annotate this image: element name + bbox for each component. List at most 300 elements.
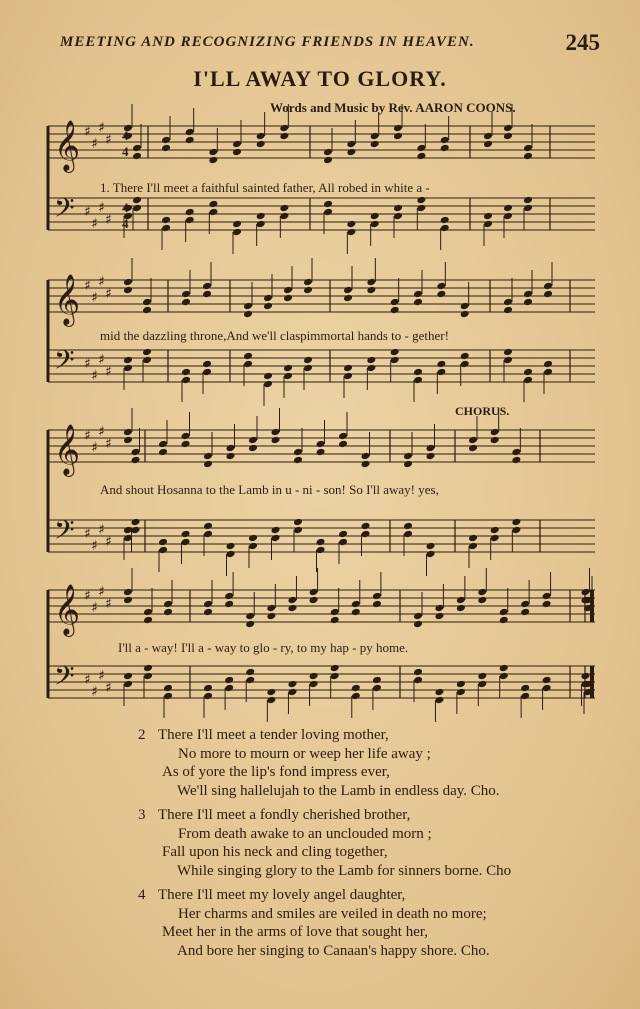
verse-line: Fall upon his neck and cling together,	[162, 844, 388, 860]
note-head	[263, 380, 273, 389]
note-head	[426, 444, 436, 453]
note-head	[163, 692, 173, 701]
note-head	[158, 440, 168, 449]
note-head	[287, 688, 297, 697]
note-head	[490, 436, 500, 445]
note-head	[542, 676, 552, 685]
note-head	[208, 200, 218, 209]
sharp-icon: ♯	[98, 424, 105, 440]
note-head	[181, 538, 191, 547]
note-head	[143, 664, 153, 673]
note-head	[523, 290, 533, 299]
note-head	[511, 448, 521, 457]
note-head	[460, 302, 470, 311]
note-head	[248, 534, 258, 543]
lyric-line-2: mid the dazzling throne,And we'll claspimmortal hands to - gether!	[100, 328, 449, 343]
note-head	[338, 538, 348, 547]
verse-line: We'll sing hallelujah to the Lamb in endless day. Cho.	[177, 782, 500, 799]
note-head	[203, 692, 213, 701]
note-head	[330, 664, 340, 673]
note-head	[499, 672, 509, 681]
note-head	[523, 368, 533, 377]
sharp-icon: ♯	[98, 668, 105, 684]
note-head	[542, 684, 552, 693]
note-head	[346, 140, 356, 149]
note-head	[468, 534, 478, 543]
note-head	[413, 620, 423, 629]
verse-line: As of yore the lip's fond impress ever,	[162, 764, 390, 780]
note-head	[343, 286, 353, 295]
note-head	[366, 356, 376, 365]
note-head	[393, 204, 403, 213]
note-head	[123, 588, 133, 597]
treble-clef-icon: 𝄞	[54, 274, 81, 325]
note-head	[477, 588, 487, 597]
note-head	[131, 518, 141, 527]
note-head	[436, 360, 446, 369]
note-head	[263, 372, 273, 381]
sharp-icon: ♯	[98, 120, 105, 136]
additional-verses	[140, 726, 610, 966]
note-head	[226, 452, 236, 461]
note-head	[483, 212, 493, 221]
note-head	[520, 684, 530, 693]
note-head	[460, 360, 470, 369]
note-head	[483, 140, 493, 149]
note-head	[416, 204, 426, 213]
note-head	[143, 616, 153, 625]
note-head	[142, 306, 152, 315]
note-head	[351, 608, 361, 617]
note-head	[279, 124, 289, 133]
note-head	[303, 356, 313, 365]
note-head	[503, 212, 513, 221]
bass-clef-icon: 𝄢	[54, 344, 75, 382]
sharp-icon: ♯	[98, 274, 105, 290]
note-head	[343, 364, 353, 373]
note-head	[499, 616, 509, 625]
note-head	[520, 608, 530, 617]
note-head	[181, 376, 191, 385]
note-head	[123, 680, 133, 689]
sharp-icon: ♯	[91, 684, 98, 700]
note-head	[266, 612, 276, 621]
note-head	[372, 684, 382, 693]
note-head	[370, 132, 380, 141]
note-head	[413, 290, 423, 299]
note-head	[316, 538, 326, 547]
note-head	[224, 592, 234, 601]
lyric-line-3: And shout Hosanna to the Lamb in u - ni - son! So I'll away! yes,	[100, 482, 439, 497]
note-head	[203, 522, 213, 531]
note-head	[543, 360, 553, 369]
note-head	[416, 144, 426, 153]
stanza-number: 2	[138, 727, 146, 743]
note-head	[511, 518, 521, 527]
note-head	[185, 136, 195, 145]
note-head	[271, 534, 281, 543]
note-head	[323, 200, 333, 209]
sharp-icon: ♯	[84, 672, 91, 688]
note-head	[323, 156, 333, 165]
note-head	[372, 600, 382, 609]
note-head	[163, 684, 173, 693]
note-head	[460, 352, 470, 361]
sharp-icon: ♯	[84, 124, 91, 140]
note-head	[477, 596, 487, 605]
note-head	[523, 196, 533, 205]
verse-line: There I'll meet a tender loving mother,	[158, 727, 389, 743]
note-head	[426, 542, 436, 551]
note-head	[142, 356, 152, 365]
note-head	[330, 616, 340, 625]
note-head	[346, 148, 356, 157]
note-head	[181, 368, 191, 377]
note-head	[303, 278, 313, 287]
note-head	[131, 526, 141, 535]
note-head	[483, 220, 493, 229]
note-head	[440, 216, 450, 225]
sharp-icon: ♯	[105, 596, 112, 612]
note-head	[161, 144, 171, 153]
note-head	[266, 696, 276, 705]
note-head	[523, 298, 533, 307]
note-head	[202, 368, 212, 377]
treble-clef-icon: 𝄞	[54, 120, 81, 171]
note-head	[413, 298, 423, 307]
note-head	[468, 436, 478, 445]
note-head	[248, 436, 258, 445]
note-head	[232, 148, 242, 157]
note-head	[511, 526, 521, 535]
note-head	[372, 676, 382, 685]
note-head	[202, 290, 212, 299]
note-head	[436, 290, 446, 299]
note-head	[271, 428, 281, 437]
note-head	[142, 298, 152, 307]
note-head	[366, 286, 376, 295]
note-head	[303, 364, 313, 373]
note-head	[208, 156, 218, 165]
note-head	[203, 684, 213, 693]
note-head	[330, 672, 340, 681]
note-head	[436, 282, 446, 291]
note-head	[403, 452, 413, 461]
note-head	[123, 364, 133, 373]
note-head	[245, 612, 255, 621]
note-head	[266, 604, 276, 613]
note-head	[523, 152, 533, 161]
time-signature: 4	[122, 216, 129, 231]
note-head	[256, 140, 266, 149]
note-head	[543, 290, 553, 299]
note-head	[142, 348, 152, 357]
note-head	[390, 348, 400, 357]
sharp-icon: ♯	[84, 204, 91, 220]
note-head	[266, 688, 276, 697]
sharp-icon: ♯	[91, 136, 98, 152]
note-head	[181, 530, 191, 539]
verse-line: Meet her in the arms of love that sought her,	[162, 924, 428, 940]
note-head	[503, 348, 513, 357]
note-head	[226, 550, 236, 559]
note-head	[351, 692, 361, 701]
note-head	[543, 368, 553, 377]
note-head	[309, 588, 319, 597]
note-head	[143, 672, 153, 681]
verse-line: No more to mourn or weep her life away ;	[178, 745, 431, 762]
note-head	[390, 298, 400, 307]
note-head	[460, 310, 470, 319]
sharp-icon: ♯	[84, 526, 91, 542]
note-head	[309, 596, 319, 605]
note-head	[503, 132, 513, 141]
note-head	[343, 294, 353, 303]
note-head	[232, 220, 242, 229]
note-head	[256, 220, 266, 229]
note-head	[499, 608, 509, 617]
sharp-icon: ♯	[91, 290, 98, 306]
note-head	[224, 684, 234, 693]
note-head	[123, 672, 133, 681]
note-head	[393, 212, 403, 221]
page-number: 245	[565, 30, 600, 55]
note-head	[511, 456, 521, 465]
note-head	[293, 456, 303, 465]
bass-clef-icon: 𝄢	[54, 660, 75, 698]
note-head	[202, 360, 212, 369]
note-head	[158, 448, 168, 457]
note-head	[224, 676, 234, 685]
note-head	[366, 364, 376, 373]
note-head	[245, 676, 255, 685]
note-head	[203, 460, 213, 469]
note-head	[185, 216, 195, 225]
note-head	[163, 608, 173, 617]
note-head	[361, 522, 371, 531]
note-head	[413, 668, 423, 677]
note-head	[131, 456, 141, 465]
note-head	[309, 672, 319, 681]
note-head	[543, 282, 553, 291]
bass-clef-icon: 𝄢	[54, 192, 75, 230]
note-head	[123, 278, 133, 287]
sharp-icon: ♯	[105, 212, 112, 228]
time-signature: 4	[122, 200, 129, 215]
note-head	[490, 428, 500, 437]
note-head	[403, 530, 413, 539]
song-title: I'LL AWAY TO GLORY.	[193, 66, 447, 91]
note-head	[330, 608, 340, 617]
sharp-icon: ♯	[98, 352, 105, 368]
note-head	[123, 596, 133, 605]
note-head	[123, 436, 133, 445]
note-head	[158, 546, 168, 555]
note-head	[503, 298, 513, 307]
note-head	[243, 352, 253, 361]
note-head	[413, 676, 423, 685]
treble-clef-icon: 𝄞	[54, 584, 81, 635]
verse-line: From death awake to an unclouded morn ;	[178, 825, 432, 842]
note-head	[416, 196, 426, 205]
sharp-icon: ♯	[91, 440, 98, 456]
note-head	[323, 208, 333, 217]
note-head	[203, 530, 213, 539]
note-head	[279, 132, 289, 141]
page-header	[60, 32, 600, 58]
note-head	[426, 550, 436, 559]
note-head	[483, 132, 493, 141]
sharp-icon: ♯	[98, 522, 105, 538]
verse-line: There I'll meet a fondly cherished brother,	[158, 807, 411, 823]
note-head	[287, 680, 297, 689]
note-head	[279, 204, 289, 213]
note-head	[366, 278, 376, 287]
sharp-icon: ♯	[105, 680, 112, 696]
note-head	[243, 302, 253, 311]
note-head	[208, 148, 218, 157]
bass-clef-icon: 𝄢	[54, 514, 75, 552]
note-head	[416, 152, 426, 161]
note-head	[283, 372, 293, 381]
note-head	[440, 136, 450, 145]
sharp-icon: ♯	[105, 286, 112, 302]
note-head	[413, 368, 423, 377]
note-head	[323, 148, 333, 157]
note-head	[163, 600, 173, 609]
note-head	[440, 144, 450, 153]
sharp-icon: ♯	[84, 356, 91, 372]
note-head	[263, 302, 273, 311]
verse-line: Her charms and smiles are veiled in death no more;	[178, 905, 487, 922]
note-head	[132, 204, 142, 213]
note-head	[361, 460, 371, 469]
note-head	[523, 376, 533, 385]
sharp-icon: ♯	[91, 600, 98, 616]
note-head	[456, 604, 466, 613]
note-head	[346, 228, 356, 237]
stanza-number: 4	[138, 887, 146, 903]
note-head	[468, 542, 478, 551]
sharp-icon: ♯	[105, 436, 112, 452]
note-head	[293, 518, 303, 527]
note-head	[245, 620, 255, 629]
sharp-icon: ♯	[105, 132, 112, 148]
note-head	[203, 452, 213, 461]
note-head	[185, 128, 195, 137]
note-head	[403, 522, 413, 531]
note-head	[523, 204, 533, 213]
note-head	[338, 440, 348, 449]
note-head	[490, 534, 500, 543]
note-head	[287, 596, 297, 605]
lyric-line-4: I'll a - way! I'll a - way to glo - ry, to my hap - py home.	[118, 640, 409, 655]
note-head	[468, 444, 478, 453]
note-head	[456, 680, 466, 689]
note-head	[226, 444, 236, 453]
time-signature: 4	[122, 144, 129, 159]
note-head	[393, 124, 403, 133]
note-head	[372, 592, 382, 601]
note-head	[393, 132, 403, 141]
note-head	[203, 608, 213, 617]
note-head	[181, 440, 191, 449]
note-head	[202, 282, 212, 291]
note-head	[224, 600, 234, 609]
note-head	[351, 684, 361, 693]
note-head	[181, 290, 191, 299]
note-head	[413, 376, 423, 385]
note-head	[203, 600, 213, 609]
note-head	[520, 600, 530, 609]
note-head	[343, 372, 353, 381]
note-head	[309, 680, 319, 689]
note-head	[390, 356, 400, 365]
verse-line: While singing glory to the Lamb for sinners borne. Cho	[177, 862, 512, 879]
note-head	[161, 224, 171, 233]
note-head	[226, 542, 236, 551]
sharp-icon: ♯	[84, 588, 91, 604]
sharp-icon: ♯	[91, 538, 98, 554]
note-head	[346, 220, 356, 229]
note-head	[477, 680, 487, 689]
stanza-number: 3	[138, 807, 146, 823]
note-head	[248, 444, 258, 453]
note-head	[232, 228, 242, 237]
running-title: MEETING AND RECOGNIZING FRIENDS IN HEAVEN.	[60, 34, 475, 50]
note-head	[370, 212, 380, 221]
note-head	[490, 526, 500, 535]
time-signature: 4	[122, 128, 129, 143]
note-head	[243, 310, 253, 319]
note-head	[316, 448, 326, 457]
note-head	[434, 604, 444, 613]
note-head	[123, 286, 133, 295]
note-head	[283, 286, 293, 295]
note-head	[338, 530, 348, 539]
note-head	[503, 356, 513, 365]
note-head	[413, 612, 423, 621]
sharp-icon: ♯	[91, 368, 98, 384]
note-head	[263, 294, 273, 303]
lyric-line-1: 1. There I'll meet a faithful sainted father, All robed in white a -	[100, 180, 430, 195]
note-head	[403, 460, 413, 469]
note-head	[503, 124, 513, 133]
note-head	[390, 306, 400, 315]
note-head	[287, 604, 297, 613]
note-head	[161, 216, 171, 225]
chorus-label: CHORUS.	[455, 404, 510, 418]
note-head	[271, 436, 281, 445]
note-head	[370, 140, 380, 149]
note-head	[161, 136, 171, 145]
note-head	[208, 208, 218, 217]
note-head	[456, 688, 466, 697]
note-head	[283, 364, 293, 373]
stanza-4	[140, 886, 610, 960]
sharp-icon: ♯	[98, 200, 105, 216]
note-head	[503, 204, 513, 213]
note-head	[256, 132, 266, 141]
note-head	[132, 144, 142, 153]
note-head	[426, 452, 436, 461]
note-head	[503, 306, 513, 315]
note-head	[185, 208, 195, 217]
note-head	[143, 608, 153, 617]
note-head	[303, 286, 313, 295]
note-head	[440, 224, 450, 233]
note-head	[248, 542, 258, 551]
